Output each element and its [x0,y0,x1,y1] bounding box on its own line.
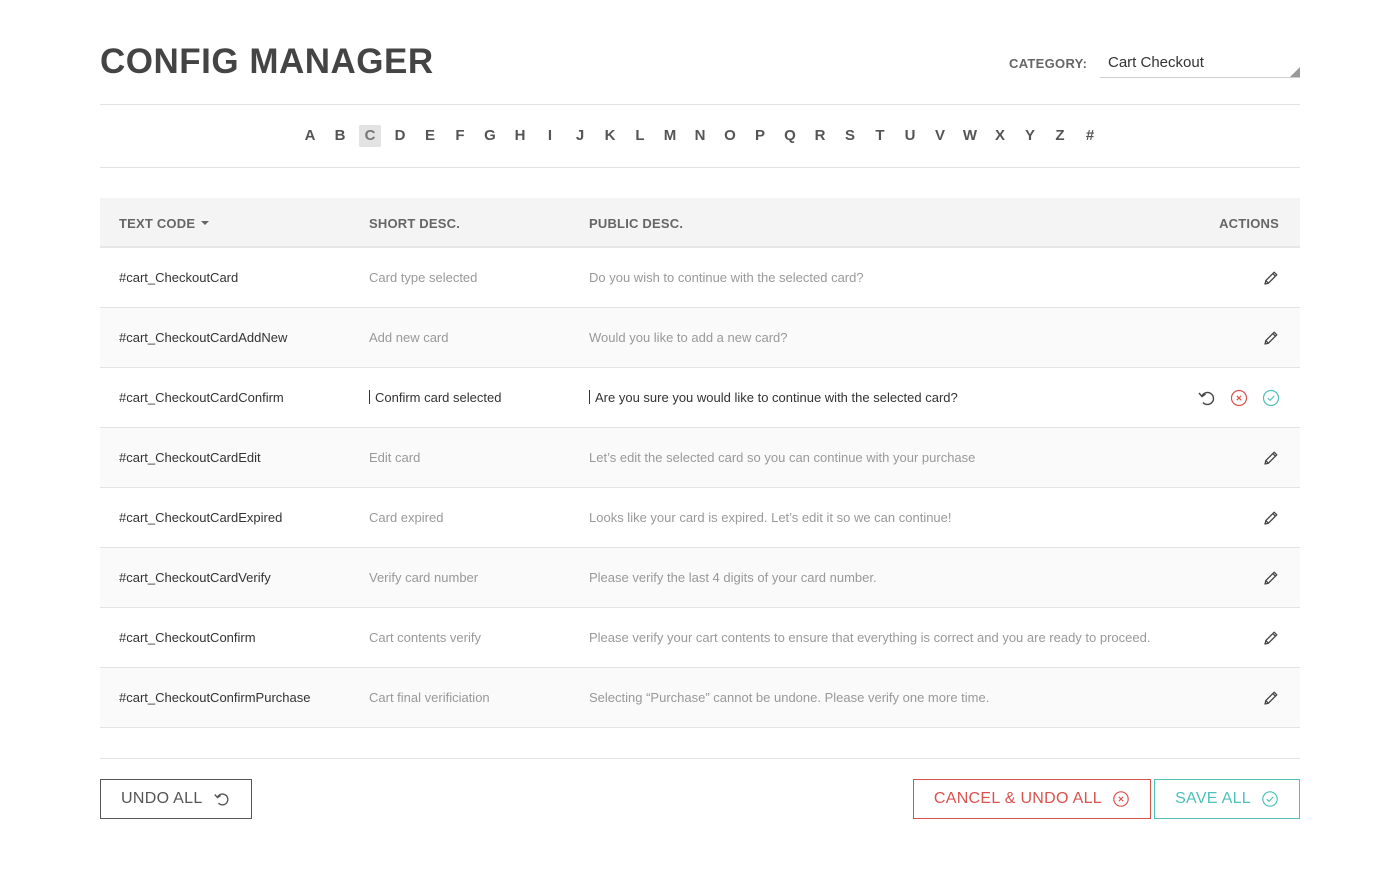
short-desc-cell [369,450,420,465]
public-desc-cell [589,510,952,525]
alphabet-letter[interactable]: A [304,127,316,144]
column-header-text-code[interactable] [119,216,209,231]
text-code-cell: #cart_CheckoutCardEdit [119,450,261,465]
pencil-icon[interactable] [1261,628,1281,648]
alphabet-letter[interactable]: P [754,127,765,144]
header [100,0,1300,105]
short-desc-text: Edit card [369,450,421,465]
cancel-undo-all-label: CANCEL & UNDO ALL [933,790,1102,807]
text-code-cell: #cart_CheckoutCardConfirm [119,390,284,405]
public-desc-cell [589,570,877,585]
alphabet-letter[interactable]: Z [1055,127,1065,144]
pencil-icon[interactable] [1261,268,1281,288]
text-code-cell: #cart_CheckoutConfirm [119,630,256,645]
row-actions [1261,508,1281,528]
row-actions [1261,328,1281,348]
table-row [100,428,1300,488]
column-header-text-code-label: TEXT CODE [119,216,196,231]
short-desc-cell [369,330,449,345]
alphabet-letter[interactable]: O [724,127,736,144]
alphabet-letter[interactable]: R [814,127,826,144]
row-actions [1261,268,1281,288]
sort-caret-icon [201,221,209,225]
short-desc-text: Verify card number [369,570,479,585]
check-circle-icon[interactable] [1261,388,1281,408]
public-desc-text: Please verify the last 4 digits of your card number. [589,570,877,585]
short-desc-text: Card expired [369,510,444,525]
alphabet-letter[interactable]: F [455,127,465,144]
table-row [100,608,1300,668]
pencil-icon[interactable] [1261,688,1281,708]
text-cursor [369,390,370,404]
table-body [100,248,1300,728]
short-desc-text: Cart final verificiation [369,690,490,705]
alphabet-letter[interactable]: S [844,127,855,144]
alphabet-letter[interactable]: # [1085,127,1095,144]
row-actions [1261,568,1281,588]
pencil-icon[interactable] [1261,508,1281,528]
short-desc-cell [369,510,443,525]
alphabet-letter[interactable]: E [424,127,435,144]
alphabet-letter[interactable]: T [875,127,885,144]
alphabet-letter[interactable]: K [604,127,616,144]
pencil-icon[interactable] [1261,448,1281,468]
row-actions [1261,628,1281,648]
pencil-icon[interactable] [1261,328,1281,348]
row-actions [1261,448,1281,468]
public-desc-cell [589,630,1150,645]
category-value: Cart Checkout [1108,54,1204,71]
short-desc-cell [369,630,481,645]
public-desc-text: Let’s edit the selected card so you can continue with your purchase [589,450,976,465]
table-row [100,368,1300,428]
undo-all-label: UNDO ALL [121,790,203,807]
alphabet-letter[interactable]: M [663,127,677,144]
short-desc-text: Add new card [369,330,449,345]
text-code-cell: #cart_CheckoutCardAddNew [119,330,288,345]
public-desc-text: Do you wish to continue with the selected card? [589,270,864,285]
alphabet-letter[interactable]: N [694,127,706,144]
save-all-button[interactable] [1154,779,1300,819]
column-header-actions: ACTIONS [1219,216,1279,231]
alphabet-letter[interactable]: Y [1024,127,1035,144]
short-desc-cell [369,570,478,585]
footer [100,758,1300,859]
alphabet-letter[interactable]: V [934,127,945,144]
row-actions [1261,688,1281,708]
cancel-circle-icon[interactable] [1229,388,1249,408]
public-desc-cell [589,690,989,705]
table-header [100,198,1300,248]
table-row [100,668,1300,728]
column-header-short-desc: SHORT DESC. [369,216,461,231]
cancel-undo-all-button[interactable] [913,779,1151,819]
alphabet-filter [100,105,1300,168]
public-desc-cell [589,450,975,465]
text-code-cell: #cart_CheckoutConfirmPurchase [119,690,311,705]
alphabet-letter[interactable]: G [484,127,496,144]
column-header-public-desc: PUBLIC DESC. [589,216,684,231]
row-actions [1197,388,1281,408]
short-desc-cell [369,690,490,705]
alphabet-letter[interactable]: C [359,125,381,147]
cancel-circle-icon [1112,790,1130,808]
short-desc-cell [369,270,477,285]
public-desc-text: Selecting “Purchase” cannot be undone. Please verify one more time. [589,690,990,705]
public-desc-cell [589,270,864,285]
public-desc-cell [589,330,788,345]
short-desc-text: Card type selected [369,270,478,285]
config-table [100,198,1300,728]
undo-icon [213,790,231,808]
save-all-label: SAVE ALL [1175,790,1251,807]
public-desc-input[interactable] [589,390,958,405]
alphabet-letter[interactable]: H [514,127,526,144]
alphabet-letter[interactable]: I [547,127,553,144]
alphabet-letter[interactable]: D [394,127,406,144]
category-label: CATEGORY: [1009,56,1088,71]
table-row [100,248,1300,308]
public-desc-text: Please verify your cart contents to ensure that everything is correct and you are ready to proceed. [589,630,1151,645]
short-desc-text: Confirm card selected [375,390,502,405]
config-manager-page [100,0,1300,859]
table-row [100,308,1300,368]
alphabet-letter[interactable]: B [334,127,346,144]
alphabet-letter[interactable]: Q [784,127,796,144]
short-desc-text: Cart contents verify [369,630,481,645]
table-row [100,548,1300,608]
alphabet-letter[interactable]: J [575,127,585,144]
alphabet-letter[interactable]: L [635,127,645,144]
alphabet-letter[interactable]: W [962,127,978,144]
text-code-cell: #cart_CheckoutCard [119,270,239,285]
public-desc-text: Looks like your card is expired. Let’s edit it so we can continue! [589,510,952,525]
undo-all-button[interactable] [100,779,252,819]
table-row [100,488,1300,548]
alphabet-letter[interactable]: U [904,127,916,144]
page-title: CONFIG MANAGER [100,42,434,81]
undo-icon[interactable] [1197,388,1217,408]
public-desc-text: Are you sure you would like to continue with the selected card? [595,390,958,405]
public-desc-text: Would you like to add a new card? [589,330,788,345]
check-circle-icon [1261,790,1279,808]
category-select[interactable] [1100,50,1300,78]
text-code-cell: #cart_CheckoutCardExpired [119,510,283,525]
short-desc-input[interactable] [369,390,501,405]
pencil-icon[interactable] [1261,568,1281,588]
text-code-cell: #cart_CheckoutCardVerify [119,570,271,585]
resize-corner-icon [1290,67,1300,77]
alphabet-letter[interactable]: X [994,127,1005,144]
text-cursor [589,390,590,404]
